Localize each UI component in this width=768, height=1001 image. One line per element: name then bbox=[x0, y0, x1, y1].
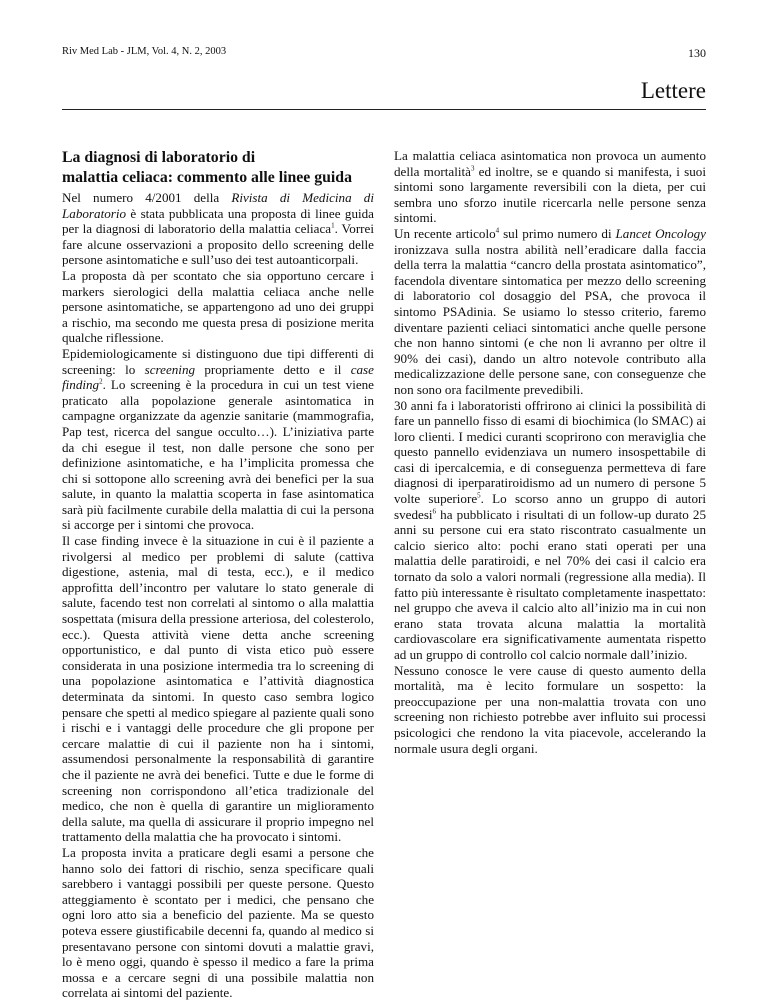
journal-citation: Riv Med Lab - JLM, Vol. 4, N. 2, 2003 bbox=[62, 46, 227, 57]
running-head bbox=[62, 46, 706, 62]
article-title bbox=[62, 148, 374, 187]
paragraph-6: La malattia celiaca asintomatica non provoca un aumento della mortalità$^3$ ed inoltre, se e quando si manifesta, i suoi sintomi sono largamente reversibili con la dieta, per cui sembra uno sforzo inutile ricercarla nelle persone senza sintomi. bbox=[394, 148, 706, 226]
header-rule bbox=[62, 109, 706, 110]
paragraph-7: Un recente articolo$^4$ sul primo numero di Lancet Oncology ironizzava sulla nostra abilità nell’eradicare dalla faccia della terra la malattia “cancro della prostata asintomatico”, facendola diventare sintomatica per mezzo dello screening di laboratorio col dosaggio del PSA, che provoca il sintomo PSAdinia. Se usiamo lo stesso criterio, faremo diventare pazienti celiaci sintomatici anche quelle persone che non hanno sintomi (e che non li avranno per oltre il 90% dei casi), dando un altro notevole contributo alla medicalizzazione delle persone sane, con conseguenze che non sono ora facilmente prevedibili. bbox=[394, 225, 706, 397]
paragraph-8: 30 anni fa i laboratoristi offrirono ai clinici la possibilità di fare un pannello fisso di esami di biochimica (lo SMAC) ai loro clienti. I medici curanti scoprirono con meraviglia che questo pannello evidenziava un numero insospettabile di casi di ipercalcemia, e di conseguenza permetteva di fare diagnosi di iperparatiroidismo ad un numero di persone 5 volte superiore$^5$. Lo scorso anno un gruppo di autori svedesi$^6$ ha pubblicato i risultati di un follow-up durato 25 anni su persone cui era stato riscontrato casualmente un calcio sierico alto: pochi erano stati operati per una malattia delle paratiroidi, e nel 70% dei casi il calcio era tornato da solo a valori normali (regressione alla media). Il fatto più interessante è risultato completamente inaspettato: nel gruppo che aveva il calcio alto all’inizio ma in cui non erano stata trovata alcuna malattia la mortalità cardiovascolare era significativamente aumentata rispetto ad un gruppo di controllo col calcio normale dall’inizio. bbox=[394, 397, 706, 662]
section-title: Lettere bbox=[640, 78, 706, 103]
paragraph-2: La proposta dà per scontato che sia opportuno cercare i markers sierologici della malattia celiaca anche nelle persone asintomatiche, se appartengono ad uno dei gruppi a rischio, ma secondo me questa presa di posizione merita qualche riflessione. bbox=[62, 267, 374, 346]
paragraph-4: Il case finding invece è la situazione in cui è il paziente a rivolgersi al medico per problemi di salute (cattiva digestione, astenia, mal di testa, ecc.), e il medico approfitta dell’incontro per valutare lo stato generale di salute, facendo test non correlati al sintomo o alla malattia sospettata (misura della pressione arteriosa, del colesterolo, ecc.). Questa attività viene detta anche screening opportunistico, e dal punto di vista etico può essere considerata in una posizione intermedia tra lo screening di una popolazione asintomatica e l’attività diagnostica determinata da sintomi. In questo caso sembra logico pensare che spetti al medico spiegare al paziente quali sono i rischi e i vantaggi delle procedure che gli propone per cercare malattie di cui il paziente non ha i sintomi, assumendosi personalmente la responsabilità di garantire che il paziente ne avrà dei benefici. Tutte e due le forme di screening non corrispondono all’etica tradizionale del medico, che non è quella di garantire un miglioramento della salute, ma quella di assicurare il proprio impegno nel trattamento della malattia che ha provocato i sintomi. bbox=[62, 533, 374, 845]
paragraph-9: Nessuno conosce le vere cause di questo aumento della mortalità, ma è lecito formulare un sospetto: la preoccupazione per una non-malattia trovata con uno screening non richiesto potrebbe aver influito sui processi psicologici che rendono la vita piacevole, accelerando la normale usura degli organi. bbox=[394, 662, 706, 756]
paragraph-5: La proposta invita a praticare degli esami a persone che hanno solo dei fattori di rischio, senza specificare quali sarebbero i vantaggi possibili per queste persone. Questo atteggiamento è scontato per i medici, che pensano che ogni loro atto sia a beneficio del paziente. Ma se questo poteva essere giustificabile decenni fa, quando al medico si presentavano persone con sintomi dovuti a malattie gravi, lo è meno oggi, quando è spesso il medico a fare la prima mossa e a cercare segni di una possibile malattia non correlata ai sintomi del paziente. bbox=[62, 844, 374, 1001]
page-number: 130 bbox=[688, 46, 706, 60]
right-column bbox=[394, 148, 706, 756]
article-title-line-1: La diagnosi di laboratorio di bbox=[62, 149, 256, 166]
left-column bbox=[62, 190, 374, 1001]
article-title-line-2: malattia celiaca: commento alle linee guida bbox=[62, 168, 352, 186]
paragraph-3: Epidemiologicamente si distinguono due tipi differenti di screening: lo screening propriamente detto e il case finding$^2$. Lo screening è la procedura in cui un test viene praticato alla popolazione generale asintomatica in campagne organizzate da agenzie sanitarie (mammografia, Pap test, ricerca del sangue occulto…). L’iniziativa parte da chi esegue il test, non dalle persone che sono per definizione asintomatiche, e ha l’implicita promessa che chi si sottopone allo screening avrà dei benefici per la sua salute, in quanto la malattia scoperta in fase asintomatica sarà più facilmente curabile della malattia di cui la persona si accorge per i sintomi che provoca. bbox=[62, 345, 374, 533]
paragraph-1: Nel numero 4/2001 della Rivista di Medicina di Laboratorio è stata pubblicata una proposta di linee guida per la diagnosi di laboratorio della malattia celiaca$^1$. Vorrei fare alcune osservazioni a proposito dello screening delle persone asintomatiche e sull’uso dei test autoanticorpali. bbox=[62, 190, 374, 268]
